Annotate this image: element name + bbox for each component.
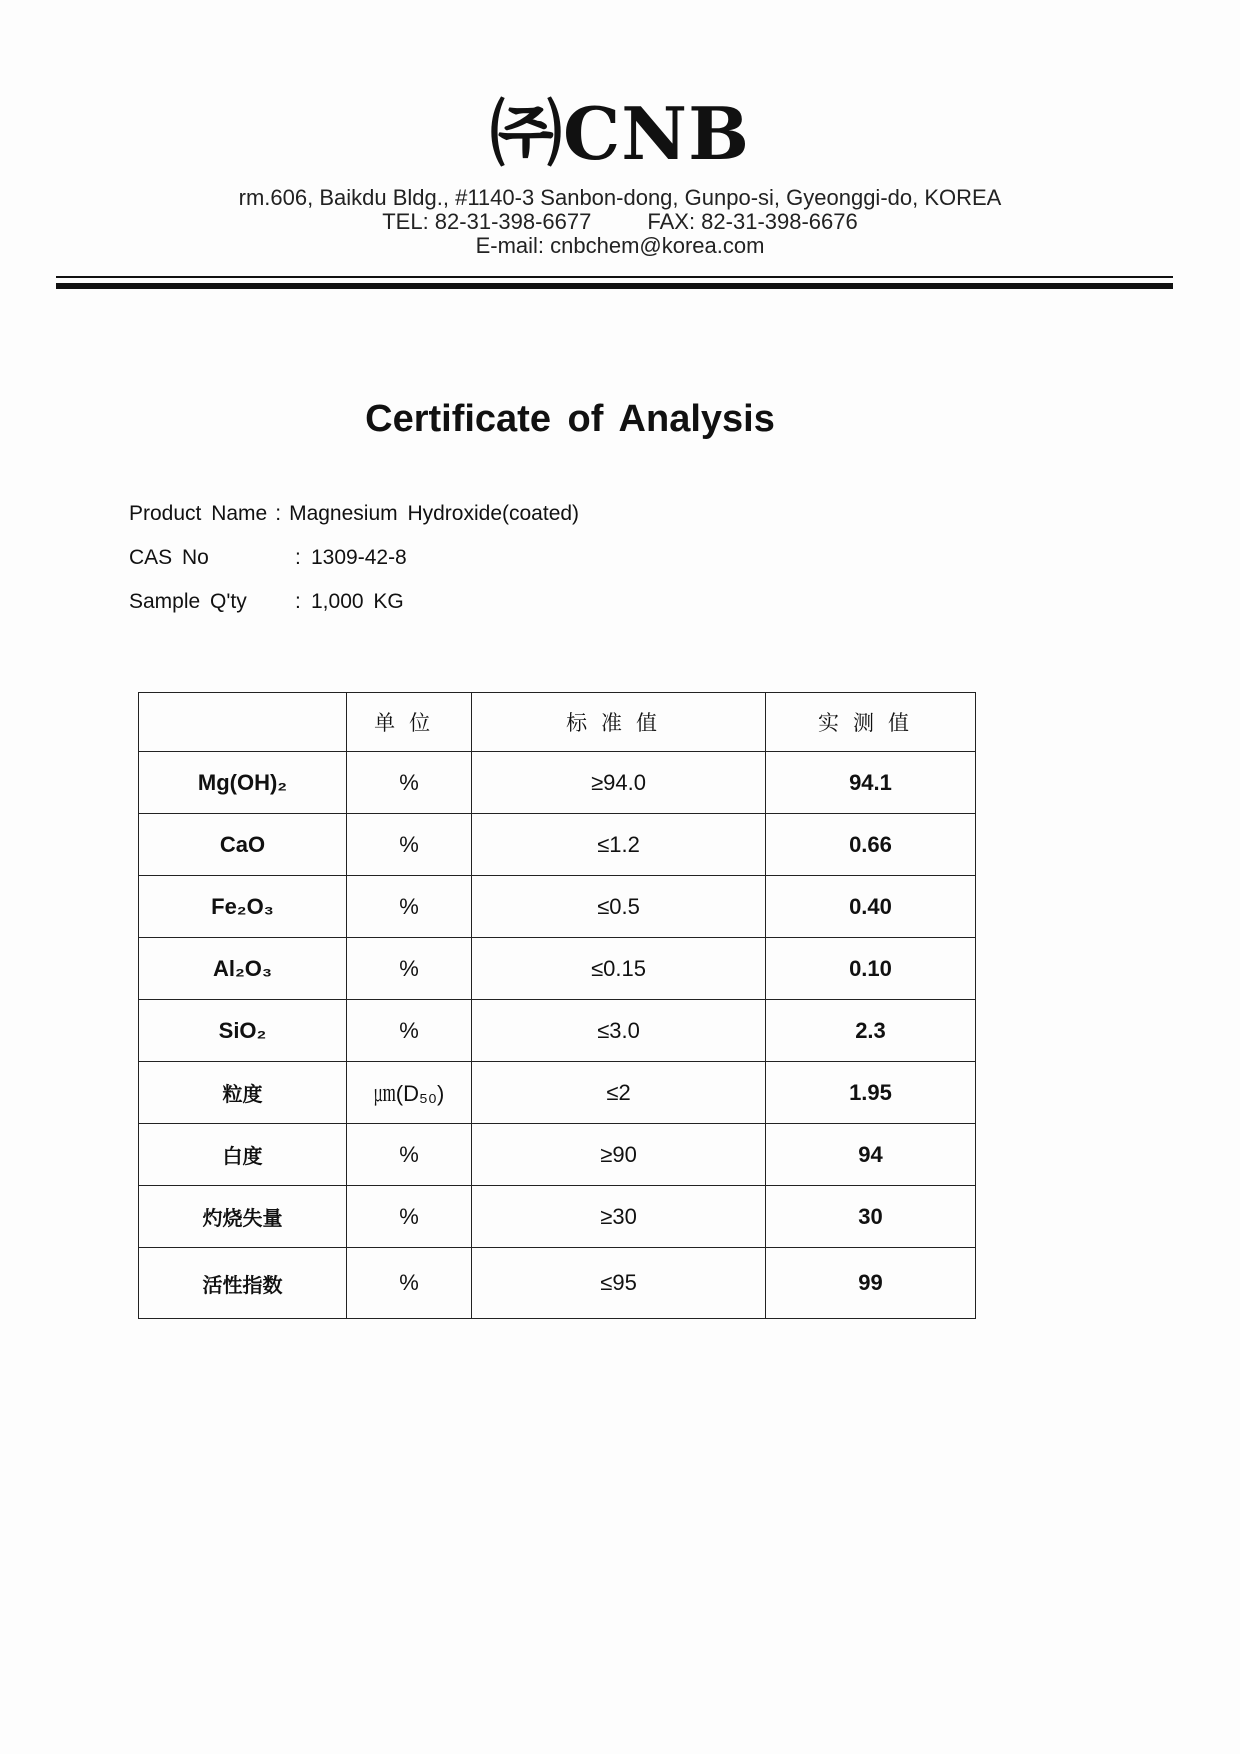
table-row	[139, 1186, 976, 1248]
cell-standard: ≤1.2	[472, 814, 766, 876]
cell-unit: ㎛(D₅₀)	[346, 1062, 471, 1124]
cas-label: CAS No	[129, 546, 209, 569]
cell-unit: %	[346, 1186, 471, 1248]
table-row	[139, 1062, 976, 1124]
cell-unit: %	[346, 1248, 471, 1319]
header-item	[139, 693, 347, 752]
header-unit: 单位	[346, 693, 471, 752]
header-divider-thick	[56, 283, 1173, 289]
table-row	[139, 1248, 976, 1319]
cell-item: 灼烧失量	[139, 1186, 347, 1248]
cas-line	[129, 546, 407, 570]
cell-result: 2.3	[765, 1000, 975, 1062]
phone-fax-line	[0, 210, 1240, 234]
product-name-value: Magnesium Hydroxide(coated)	[289, 502, 580, 525]
cas-value: 1309-42-8	[311, 546, 407, 569]
document-title: Certificate of Analysis	[365, 398, 775, 440]
cell-item: SiO₂	[139, 1000, 347, 1062]
cell-unit: %	[346, 876, 471, 938]
product-name-label: Product Name	[129, 502, 268, 525]
cell-unit: %	[346, 1000, 471, 1062]
cell-standard: ≤0.5	[472, 876, 766, 938]
cell-result: 0.66	[765, 814, 975, 876]
cell-item: 粒度	[139, 1062, 347, 1124]
cell-result: 0.40	[765, 876, 975, 938]
cell-item: Mg(OH)₂	[139, 752, 347, 814]
separator: :	[295, 546, 301, 569]
cell-item: CaO	[139, 814, 347, 876]
cell-unit: %	[346, 752, 471, 814]
cell-standard: ≥30	[472, 1186, 766, 1248]
table-row	[139, 752, 976, 814]
letterhead-contact	[0, 186, 1240, 258]
cell-result: 99	[765, 1248, 975, 1319]
cell-result: 94.1	[765, 752, 975, 814]
company-fax: FAX: 82-31-398-6676	[647, 209, 858, 234]
cell-unit: %	[346, 814, 471, 876]
separator: :	[295, 590, 301, 613]
company-logo: ㈜CNB	[490, 91, 750, 176]
cell-standard: ≥94.0	[472, 752, 766, 814]
sample-qty-label: Sample Q'ty	[129, 590, 247, 613]
cell-unit: %	[346, 1124, 471, 1186]
separator: :	[275, 502, 282, 525]
cell-result: 94	[765, 1124, 975, 1186]
cell-item: Al₂O₃	[139, 938, 347, 1000]
cell-standard: ≤95	[472, 1248, 766, 1319]
company-tel: TEL: 82-31-398-6677	[382, 209, 592, 234]
company-email: E-mail: cnbchem@korea.com	[475, 233, 765, 258]
table-row	[139, 814, 976, 876]
cell-item: 活性指数	[139, 1248, 347, 1319]
table-row	[139, 876, 976, 938]
cell-item: 白度	[139, 1124, 347, 1186]
header-divider-thin	[56, 276, 1173, 278]
cell-result: 0.10	[765, 938, 975, 1000]
company-address: rm.606, Baikdu Bldg., #1140-3 Sanbon-dong, Gunpo-si, Gyeonggi-do, KOREA	[238, 185, 1002, 210]
table-row	[139, 938, 976, 1000]
table-row	[139, 1124, 976, 1186]
cell-standard: ≤0.15	[472, 938, 766, 1000]
sample-qty-value: 1,000 KG	[311, 590, 404, 613]
header-result: 实测值	[765, 693, 975, 752]
table-row	[139, 1000, 976, 1062]
table-header-row	[139, 693, 976, 752]
cell-unit: %	[346, 938, 471, 1000]
cell-result: 30	[765, 1186, 975, 1248]
cell-standard: ≤2	[472, 1062, 766, 1124]
header-standard: 标准值	[472, 693, 766, 752]
analysis-table	[138, 692, 976, 1319]
product-name-line	[129, 502, 579, 526]
cell-result: 1.95	[765, 1062, 975, 1124]
cell-item: Fe₂O₃	[139, 876, 347, 938]
sample-qty-line	[129, 590, 404, 614]
cell-standard: ≤3.0	[472, 1000, 766, 1062]
cell-standard: ≥90	[472, 1124, 766, 1186]
